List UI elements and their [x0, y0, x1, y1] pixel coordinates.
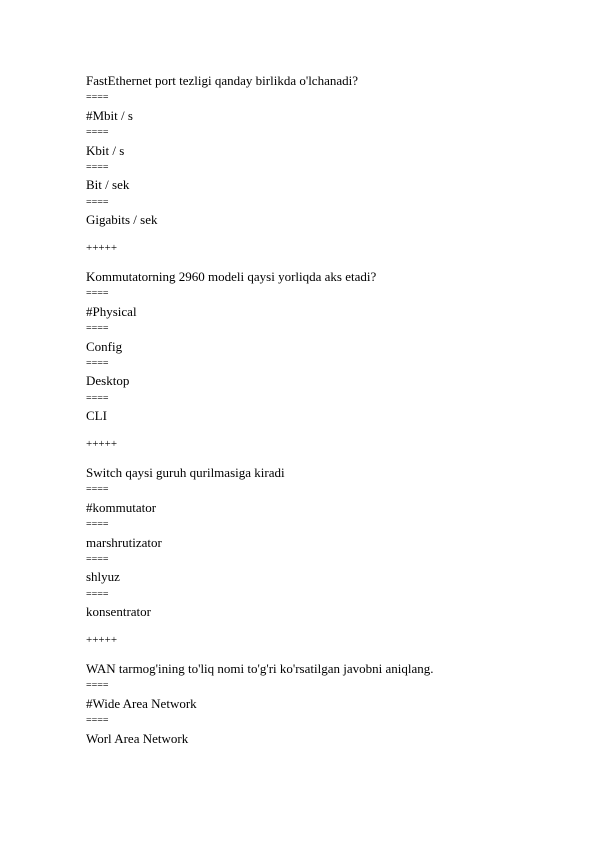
document-page	[86, 72, 556, 747]
answer-separator: ====	[86, 484, 109, 496]
question-block-4	[86, 660, 556, 747]
answer-separator: ====	[86, 554, 109, 565]
answer-option: CLI	[86, 408, 107, 424]
answer-separator: ====	[86, 588, 109, 600]
question-text: FastEthernet port tezligi qanday birlikda o'lchanadi?	[86, 73, 359, 88]
answer-separator: ====	[86, 392, 109, 404]
answer-separator: ====	[86, 323, 109, 335]
answer-option: #Mbit / s	[86, 107, 133, 123]
answer-separator: ====	[86, 288, 109, 300]
block-divider: +++++	[86, 437, 118, 450]
answer-separator: ====	[86, 196, 109, 208]
question-block-1	[86, 72, 556, 229]
answer-option: konsentrator	[86, 604, 151, 620]
question-text: WAN tarmog'ining to'liq nomi to'g'ri ko'rsatilgan javobni aniqlang.	[86, 661, 434, 676]
question-block-3	[86, 464, 556, 621]
answer-option: #Physical	[86, 303, 137, 319]
answer-separator: ====	[86, 162, 109, 173]
answer-option: Desktop	[86, 373, 130, 389]
answer-separator: ====	[86, 127, 109, 139]
answer-option: #Wide Area Network	[86, 695, 197, 711]
answer-option: Config	[86, 338, 123, 354]
answer-separator: ====	[86, 92, 109, 104]
question-text: Switch qaysi guruh qurilmasiga kiradi	[86, 465, 285, 480]
block-divider: +++++	[86, 633, 118, 646]
block-divider: +++++	[86, 241, 118, 254]
answer-option: Kbit / s	[86, 142, 125, 158]
answer-separator: ====	[86, 519, 109, 531]
answer-option: Worl Area Network	[86, 730, 189, 746]
answer-option: Bit / sek	[86, 177, 130, 193]
question-text: Kommutatorning 2960 modeli qaysi yorliqda aks etadi?	[86, 269, 377, 284]
answer-separator: ====	[86, 358, 109, 369]
answer-option: marshrutizator	[86, 534, 162, 550]
answer-option: Gigabits / sek	[86, 212, 158, 228]
answer-option: #kommutator	[86, 499, 157, 515]
question-block-2	[86, 268, 556, 425]
answer-option: shlyuz	[86, 569, 120, 585]
answer-separator: ====	[86, 715, 109, 727]
answer-separator: ====	[86, 680, 109, 692]
